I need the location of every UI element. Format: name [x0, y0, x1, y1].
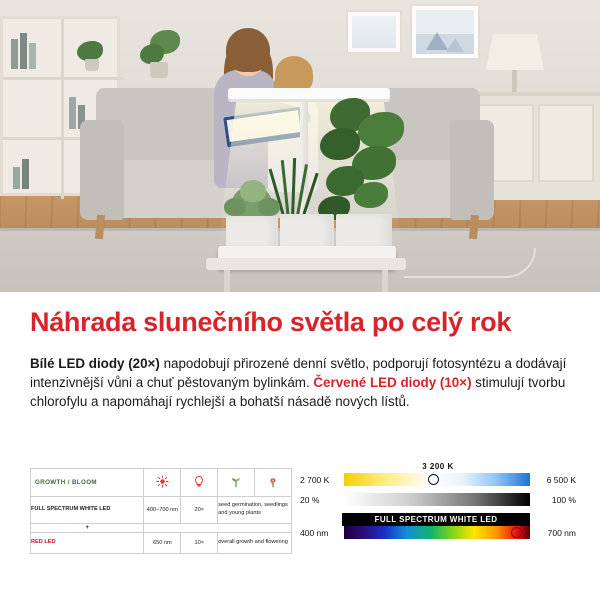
color-temperature-scale: [300, 473, 576, 486]
plus-row-spacer: [144, 524, 292, 533]
white-led-description: seed germination, seedlings and young plants: [218, 497, 292, 524]
spectrum-right-label: 700 nm: [547, 527, 576, 538]
shelf-plant: [77, 41, 103, 61]
flower-icon: [255, 469, 292, 497]
succulent-plant-leaf: [258, 198, 280, 216]
lifestyle-photo: [0, 0, 600, 292]
coffee-table-top: [206, 258, 406, 270]
white-led-wavelength: 400–700 nm: [144, 497, 181, 524]
scales-group: [300, 462, 576, 546]
white-led-name: FULL SPECTRUM WHITE LED: [31, 497, 144, 524]
content-area: [0, 292, 600, 600]
girl-hair: [275, 56, 313, 92]
brightness-scale: [300, 493, 576, 506]
description-text-2: stimulují tvorbu chlorofylu a napomáhají rychlejší a bohatší násadě nových lístů.: [30, 375, 566, 410]
brightness-right-label: 100 %: [551, 494, 576, 505]
sun-icon: [144, 469, 181, 497]
red-led-wavelength: 650 nm: [144, 533, 181, 554]
red-led-label: Červené LED diody (10×): [313, 375, 472, 391]
brightness-bar: [344, 493, 530, 506]
floor-lamp-shade: [486, 34, 544, 70]
red-led-count: 10×: [181, 533, 218, 554]
plus-symbol: +: [31, 524, 144, 533]
seedling-icon: [218, 469, 255, 497]
white-led-label: Bílé LED diody (20×): [30, 356, 160, 371]
red-led-description: overall growth and flowering: [218, 533, 292, 554]
table-row-white-led: [31, 497, 292, 524]
sofa-arm-right: [450, 120, 494, 220]
table-row-red-led: [31, 533, 292, 554]
plant-pot-right: [336, 214, 392, 250]
brightness-left-label: 20 %: [300, 494, 320, 505]
color-temperature-right-label: 6 500 K: [546, 474, 576, 485]
coffee-table-leg: [224, 270, 230, 292]
description-text-1: napodobují přirozené denní světlo, podporují fotosyntézu a dodávají intenzivnější vůni a chuť pěstovaným bylinkám.: [30, 356, 567, 391]
succulent-plant-leaf: [224, 198, 246, 216]
description-paragraph: [30, 354, 580, 411]
table-header-row: [31, 469, 292, 497]
color-temperature-title: 3 200 K: [422, 462, 454, 471]
spectrum-marker[interactable]: [511, 527, 522, 538]
spectrum-bar: [344, 526, 530, 539]
wall-frame-large: [410, 4, 480, 60]
growth-bloom-label: GROWTH / BLOOM: [31, 469, 144, 497]
headline: Náhrada slunečního světla po celý rok: [30, 307, 512, 337]
plant-pot-left: [226, 216, 278, 250]
potted-plant-pot: [150, 62, 168, 78]
color-temperature-bar: [344, 473, 530, 486]
spectrum-left-label: 400 nm: [300, 527, 329, 538]
red-led-name: RED LED: [31, 533, 144, 554]
plant-pot-middle: [280, 214, 334, 250]
led-light-bar: [228, 88, 390, 99]
led-spec-table: [30, 468, 292, 554]
shelf-plant-pot: [85, 59, 99, 71]
white-led-count: 20×: [181, 497, 218, 524]
mother-hair: [226, 28, 270, 72]
sofa-arm-left: [80, 120, 124, 220]
bulb-icon: [181, 469, 218, 497]
coffee-table-leg: [382, 270, 388, 292]
table-row-plus: [31, 524, 292, 533]
color-temperature-marker[interactable]: [428, 474, 439, 485]
wall-frame-small: [346, 10, 402, 54]
power-cord: [404, 248, 536, 278]
color-temperature-left-label: 2 700 K: [300, 474, 330, 485]
spectrum-scale: [300, 526, 576, 539]
spectrum-group: [300, 513, 576, 539]
spectrum-title: FULL SPECTRUM WHITE LED: [342, 513, 530, 526]
